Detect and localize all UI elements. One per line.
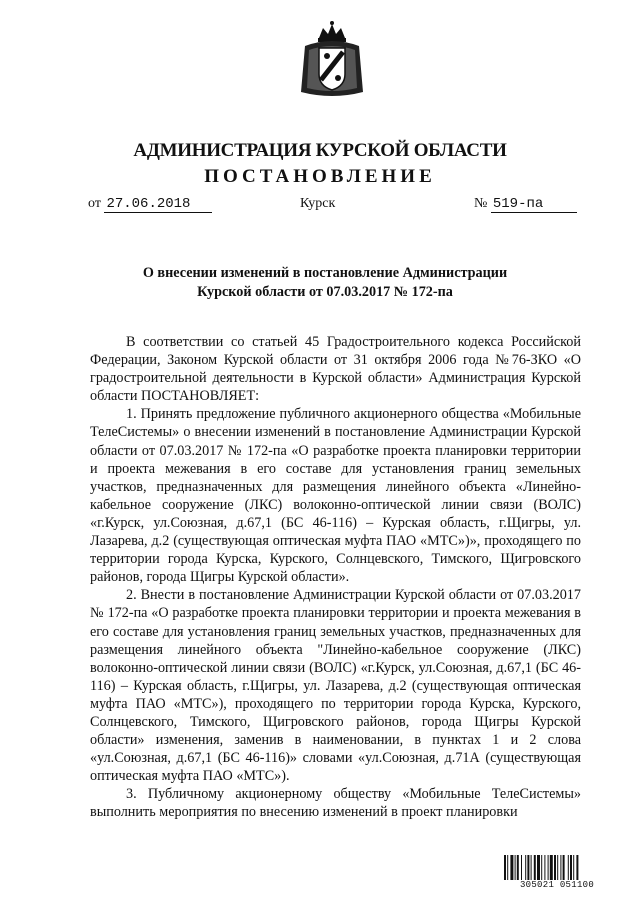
document-city: Курск: [300, 196, 336, 211]
document-number-row: [474, 196, 577, 213]
document-number: 519-па: [491, 196, 577, 213]
subject-line-2: Курской области от 07.03.2017 № 172-па: [197, 284, 453, 300]
number-prefix: №: [474, 196, 488, 211]
document-type-title: ПОСТАНОВЛЕНИЕ: [204, 166, 436, 187]
item-3-paragraph: 3. Публичному акционерному обществу «Мобильные ТелеСистемы» выполнить мероприятия по внесению изменений в проект планировки: [90, 786, 581, 821]
date-prefix: от: [88, 196, 101, 211]
document-date: 27.06.2018: [104, 196, 212, 213]
organization-title: АДМИНИСТРАЦИЯ КУРСКОЙ ОБЛАСТИ: [133, 140, 507, 161]
subject-line-1: О внесении изменений в постановление Администрации: [142, 265, 508, 281]
item-2-paragraph: 2. Внести в постановление Администрации Курской области от 07.03.2017 № 172-па «О разработке проекта планировки территории и проекта межевания в его составе для установления границ земельных участков, предназначенных для размещения линейного объекта "Линейно-кабельное сооружение (ЛКС) волоконно-оптической линии связи (ВОЛС) «г.Курск, ул.Союзная, д.67,1 (БС 46-116) – Курская область, г.Щигры, ул. Лазарева, д.2 (существующая оптическая муфта ПАО «МТС»), проходящего по территории города Курска, Курского, Солнцевского, Тимского, Щигровского районов, города Щигры Курской области» изменения, заменив в наименовании, в пунктах 1 и 2 слова «ул.Союзная, д.67,1 (БС 46-116)» словами «ул.Союзная, д.71А (существующая оптическая муфта ПАО «МТС»).: [90, 587, 581, 785]
document-date-row: [88, 196, 212, 213]
document-subject: [110, 264, 540, 302]
item-1-paragraph: 1. Принять предложение публичного акционерного общества «Мобильные ТелеСистемы» о внесении изменений в постановление Администрации Курской области от 07.03.2017 № 172-па «О разработке проекта планировки территории и проекта межевания в его составе для установления границ земельных участков, предназначенных для размещения линейного объекта «Линейно-кабельное сооружение (ЛКС) волоконно-оптической линии связи (ВОЛС) «г.Курск, ул.Союзная, д.67,1 (БС 46-116) – Курская область, г.Щигры, ул. Лазарева, д.2 (существующая оптическая муфта ПАО «МТС»)», проходящего по территории города Курска, Курского, Солнцевского, Тимского, Щигровского районов, города Щигры Курской области».: [90, 406, 581, 586]
barcode-number: 305021 051100: [504, 880, 610, 890]
document-body: [90, 333, 581, 822]
coat-of-arms-emblem: [297, 20, 367, 100]
preamble-paragraph: В соответствии со статьей 45 Градостроительного кодекса Российской Федерации, Законом Курской области от 31 октября 2006 года №76-ЗКО «О градостроительной деятельности в Курской области» Администрация Курской области ПОСТАНОВЛЯЕТ:: [90, 334, 581, 405]
